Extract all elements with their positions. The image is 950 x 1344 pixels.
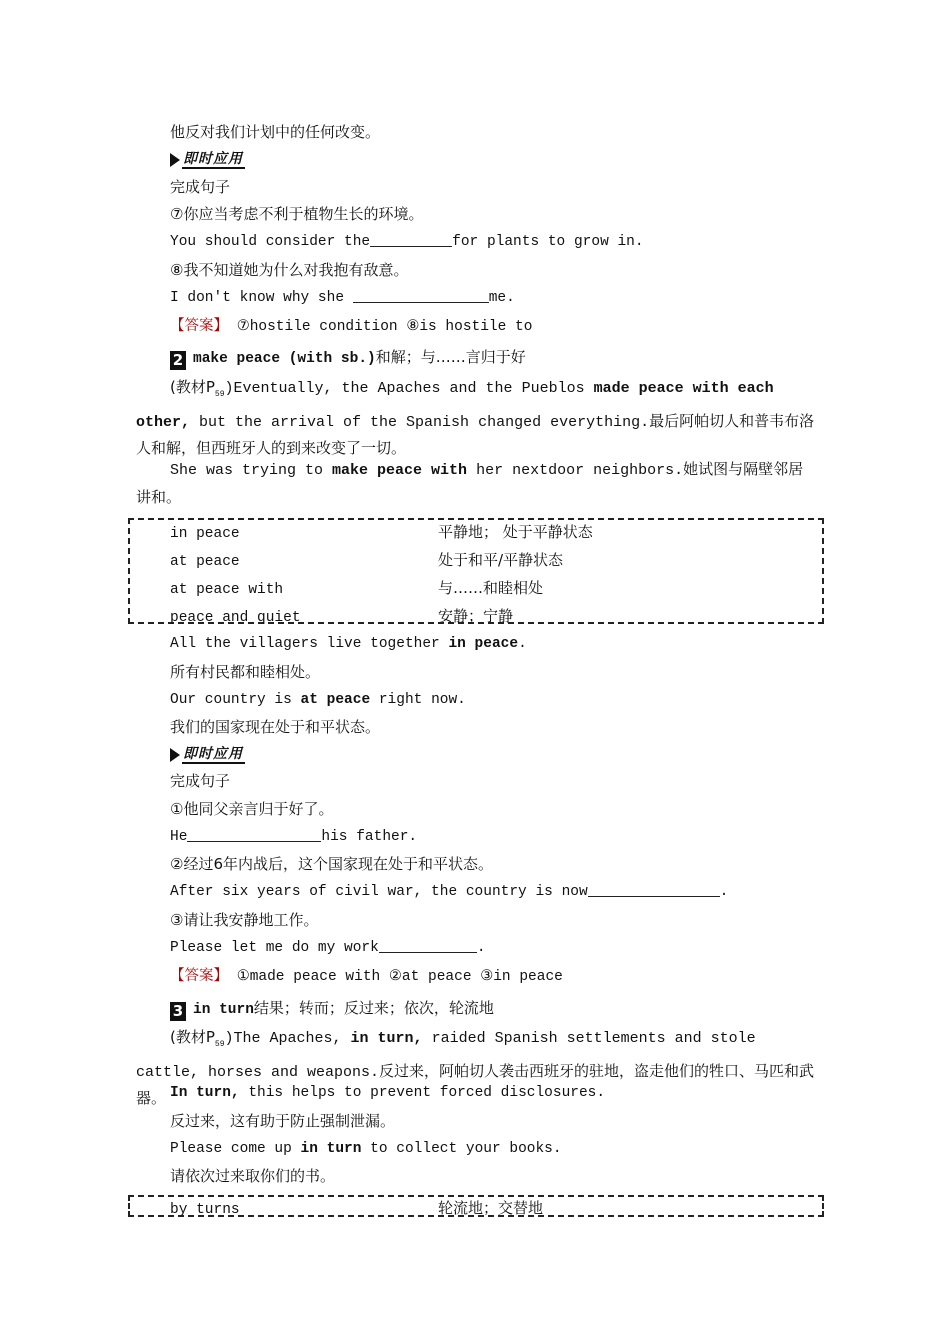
example-cn: 我们的国家现在处于和平状态。: [170, 718, 381, 736]
phrase-row: by turns 轮流地；交替地: [170, 1199, 544, 1217]
answer-label: 【答案】: [170, 318, 228, 334]
phrase-row: peace and quiet 安静；宁静: [170, 607, 514, 626]
answer-blank[interactable]: [187, 827, 321, 842]
practice-tag: [170, 746, 245, 764]
practice-tag-label: 即时应用: [183, 151, 243, 167]
heading-phrase: in turn: [193, 1002, 254, 1018]
question-8-en: I don′t know why she me.: [170, 290, 515, 306]
section-number: 3: [170, 1002, 186, 1021]
answer-text: ①made peace with ②at peace ③in peace: [228, 969, 563, 985]
question-7-cn: ⑦你应当考虑不利于植物生长的环境。: [170, 205, 424, 223]
example-en: Please come up in turn to collect your books.: [170, 1141, 562, 1157]
example-en: Our country is at peace right now.: [170, 692, 466, 708]
question-8-cn: ⑧我不知道她为什么对我抱有敌意。: [170, 261, 409, 279]
textbook-example-paragraph: (教材$P_{59})Eventually$, the Apaches and the Pueblos made peace with each other, but the arrival of the Spanish changed everything.最后阿帕切人和普韦布洛人和解，但西班牙人的到来改变了一切。: [136, 378, 815, 459]
question-2-cn: ②经过6年内战后，这个国家现在处于和平状态。: [170, 855, 493, 873]
sentence-cn: 他反对我们计划中的任何改变。: [170, 123, 381, 141]
example-en: In turn, this helps to prevent forced disclosures.: [170, 1085, 606, 1101]
play-triangle-icon: [170, 153, 180, 167]
phrase-row: in peace 平静地； 处于平静状态: [170, 523, 593, 542]
example-paragraph: She was trying to make peace with her nextdoor neighbors.她试图与隔壁邻居讲和。: [136, 462, 804, 507]
question-1-en: He his father.: [170, 829, 418, 845]
answer-line: [170, 316, 532, 337]
heading-meaning: 和解；与……言归于好: [375, 348, 526, 366]
answer-text: ⑦hostile condition ⑧is hostile to: [228, 319, 533, 335]
question-2-en: After six years of civil war, the country is now .: [170, 884, 729, 900]
practice-tag-label: 即时应用: [183, 746, 243, 762]
play-triangle-icon: [170, 748, 180, 762]
practice-tag: [170, 151, 245, 169]
answer-blank[interactable]: [370, 232, 452, 247]
answer-blank[interactable]: [588, 882, 720, 897]
phrase-box: [128, 518, 824, 624]
section-3-heading: [170, 998, 494, 1021]
answer-blank[interactable]: [353, 288, 489, 303]
phrase-row: at peace with 与……和睦相处: [170, 579, 544, 598]
example-cn: 所有村民都和睦相处。: [170, 663, 321, 681]
answer-label: 【答案】: [170, 968, 228, 984]
phrase-row: at peace 处于和平/平静状态: [170, 551, 564, 570]
task-heading: 完成句子: [170, 178, 231, 196]
heading-meaning: 结果；转而；反过来；依次，轮流地: [253, 999, 494, 1017]
question-7-en: You should consider the for plants to grow in.: [170, 234, 644, 250]
task-heading: 完成句子: [170, 772, 231, 790]
example-cn: 请依次过来取你们的书。: [170, 1167, 336, 1185]
question-3-en: Please let me do my work .: [170, 940, 486, 956]
section-number: 2: [170, 351, 186, 370]
answer-line: [170, 966, 563, 987]
answer-blank[interactable]: [379, 938, 477, 953]
question-1-cn: ①他同父亲言归于好了。: [170, 800, 334, 818]
textbook-example-paragraph: (教材$P_{59})The$ Apaches, in turn, raided Spanish settlements and stole cattle, horses and weapons.反过来，阿帕切人袭击西班牙的驻地，盗走他们的牲口、马匹和武器。: [136, 1028, 815, 1109]
question-3-cn: ③请让我安静地工作。: [170, 911, 319, 929]
example-en: All the villagers live together in peace.: [170, 636, 527, 652]
example-cn: 反过来，这有助于防止强制泄漏。: [170, 1112, 396, 1130]
heading-phrase: make peace (with sb.): [193, 351, 376, 367]
phrase-box: [128, 1195, 824, 1217]
section-2-heading: [170, 347, 526, 370]
